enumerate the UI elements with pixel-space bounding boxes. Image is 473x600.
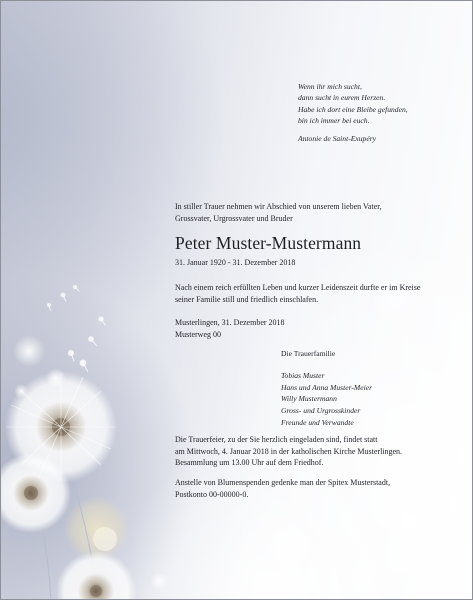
donation-line: Postkonto 00-00000-0. bbox=[175, 489, 249, 499]
quote-line: Wenn ihr mich sucht, bbox=[298, 82, 362, 91]
address-line: Musterweg 00 bbox=[175, 329, 221, 339]
family-member: Gross- und Urgrosskinder bbox=[281, 406, 361, 416]
service-line: Besammlung um 13.00 Uhr auf dem Friedhof. bbox=[175, 458, 324, 468]
memorial-quote bbox=[298, 81, 408, 144]
farewell-message bbox=[175, 282, 420, 305]
dandelion-heads bbox=[1, 371, 136, 600]
mourning-family bbox=[281, 348, 372, 429]
quote-line: dann sucht in eurem Herzen. bbox=[298, 93, 386, 103]
quote-line: bin ich immer bei euch. bbox=[298, 115, 370, 125]
message-line: Nach einem reich erfüllten Leben und kurzer Leidenszeit durfte er im Kreise bbox=[175, 283, 421, 292]
quote-author: Antonie de Saint-Exupéry bbox=[298, 134, 377, 144]
intro-line: Grossvater, Urgrossvater und Bruder bbox=[175, 213, 293, 223]
deceased-name: Peter Muster-Mustermann bbox=[175, 233, 362, 253]
family-member: Tobias Muster bbox=[281, 370, 325, 380]
service-line: Die Trauerfeier, zu der Sie herzlich eingeladen sind, findet statt bbox=[175, 435, 378, 444]
place-line: Musterlingen, 31. Dezember 2018 bbox=[175, 318, 285, 327]
intro-line: In stiller Trauer nehmen wir Abschied von unserem lieben Vater, bbox=[175, 202, 382, 211]
quote-line: Habe ich dort eine Bleibe gefunden, bbox=[298, 104, 408, 114]
donation-line: Anstelle von Blumenspenden gedenke man der Spitex Musterstadt, bbox=[175, 478, 391, 487]
place-and-address bbox=[175, 317, 285, 340]
intro-text bbox=[175, 201, 382, 224]
life-dates-line: 31. Januar 1920 - 31. Dezember 2018 bbox=[175, 258, 296, 267]
family-heading: Die Trauerfamilie bbox=[281, 349, 336, 358]
service-line: am Mittwoch, 4. Januar 2018 in der katholischen Kirche Musterlingen. bbox=[175, 446, 403, 456]
family-member: Willy Mustermann bbox=[281, 394, 337, 404]
flying-seeds bbox=[47, 284, 108, 373]
donation-info bbox=[175, 477, 390, 500]
family-members bbox=[281, 370, 372, 429]
family-member: Freunde und Verwandte bbox=[281, 417, 354, 427]
life-dates bbox=[175, 257, 295, 269]
family-member: Hans und Anna Muster-Meier bbox=[281, 382, 373, 392]
service-info bbox=[175, 434, 402, 469]
message-line: seiner Familie still und friedlich einschlafen. bbox=[175, 294, 319, 304]
